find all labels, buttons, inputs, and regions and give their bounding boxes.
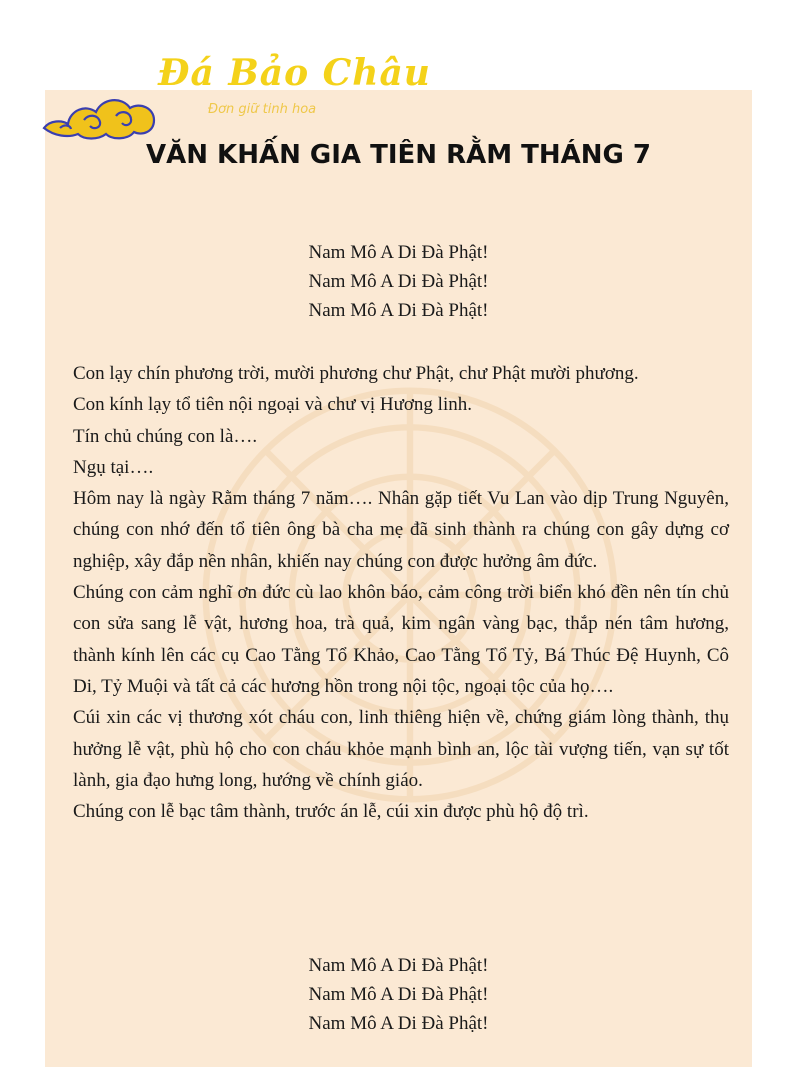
prayer-paragraph: Con lạy chín phương trời, mười phương chư Phật, chư Phật mười phương. <box>73 363 639 384</box>
invocation-line: Nam Mô A Di Đà Phật! <box>308 242 489 263</box>
invocation-line: Nam Mô A Di Đà Phật! <box>308 984 489 1005</box>
invocation-line: Nam Mô A Di Đà Phật! <box>308 271 489 292</box>
invocation-line: Nam Mô A Di Đà Phật! <box>308 955 489 976</box>
brand-name: Đá Bảo Châu <box>158 52 431 94</box>
prayer-paragraph: Ngụ tại…. <box>73 456 154 478</box>
prayer-paragraph: Hôm nay là ngày Rằm tháng 7 năm…. Nhân gặp tiết Vu Lan vào dịp Trung Nguyên, chúng con nhớ đến tổ tiên ông bà cha mẹ đã sinh thành ra chúng con gây dựng cơ nghiệp, xây đắp nền nhân, khiến nay chúng con được hưởng âm đức. <box>73 488 729 572</box>
invocation-line: Nam Mô A Di Đà Phật! <box>308 1013 489 1034</box>
prayer-paragraph: Tín chủ chúng con là…. <box>73 425 258 447</box>
closing-invocation <box>45 951 752 1038</box>
prayer-paragraph: Chúng con cảm nghĩ ơn đức cù lao khôn báo, cảm công trời biển khó đền nên tín chủ con sửa sang lễ vật, hương hoa, trà quả, kim ngân vàng bạc, thắp nén tâm hương, thành kính lên các cụ Cao Tằng Tổ Khảo, Cao Tằng Tổ Tỷ, Bá Thúc Đệ Huynh, Cô Di, Tỷ Muội và tất cả các hương hồn trong nội tộc, ngoại tộc của họ…. <box>73 582 729 697</box>
auspicious-cloud-icon <box>40 80 160 142</box>
prayer-paragraph: Con kính lạy tổ tiên nội ngoại và chư vị Hương linh. <box>73 394 472 416</box>
opening-invocation <box>45 238 752 325</box>
prayer-paragraph: Chúng con lễ bạc tâm thành, trước án lễ, cúi xin được phù hộ độ trì. <box>73 801 589 823</box>
prayer-paragraph: Cúi xin các vị thương xót cháu con, linh thiêng hiện về, chứng giám lòng thành, thụ hưởng lễ vật, phù hộ cho con cháu khỏe mạnh bình an, lộc tài vượng tiến, vạn sự tốt lành, gia đạo hưng long, hướng về chính giáo. <box>73 707 729 791</box>
invocation-line: Nam Mô A Di Đà Phật! <box>308 300 489 321</box>
prayer-body <box>73 358 729 827</box>
brand-logo <box>40 52 431 142</box>
brand-tagline: Đơn giữ tinh hoa <box>208 102 317 117</box>
document-title: VĂN KHẤN GIA TIÊN RẰM THÁNG 7 <box>146 140 651 170</box>
